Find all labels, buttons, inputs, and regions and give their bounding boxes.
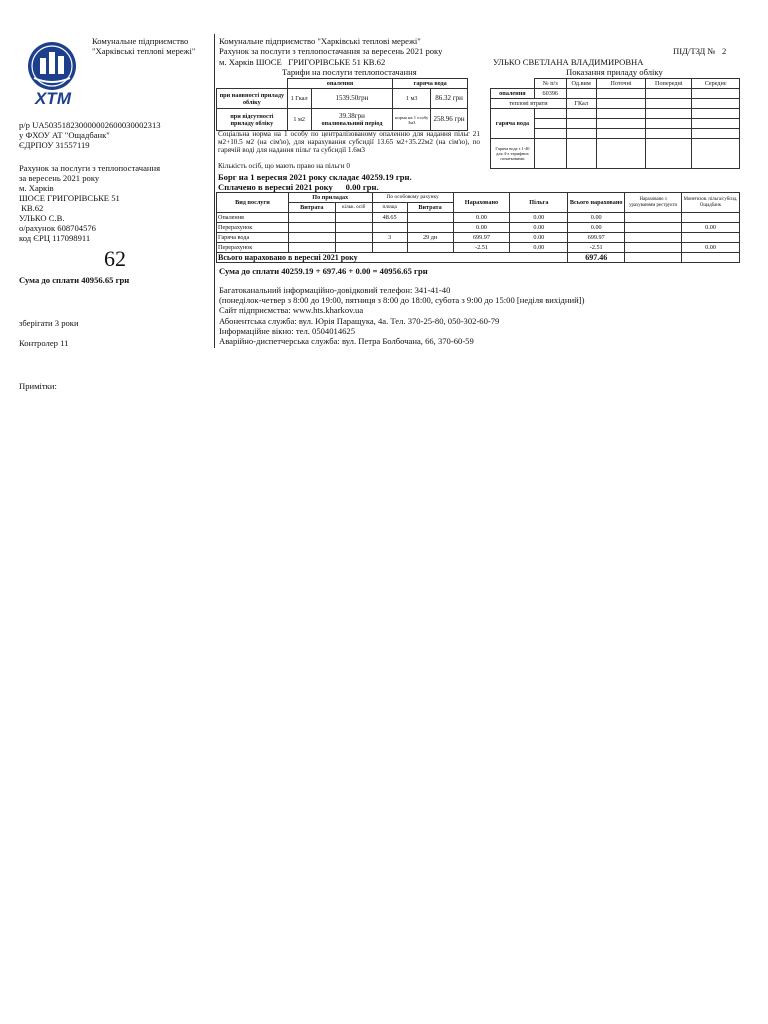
contact-emergency: Аварійно-диспетчерська служба: вул. Петра Болбочана, 66, 370-60-59 [219,336,474,347]
invoice-line: код ЄРЦ 117098911 [19,233,91,243]
row-total: -2.51 [568,243,625,253]
meter-h-no: № п/з [534,79,566,89]
meter-h-current: Поточні [596,79,646,89]
ch-h-charged: Нараховано [453,193,510,213]
row-monetized [682,233,740,243]
meter-title: Показання приладу обліку [566,67,663,77]
benefit-persons: Кількість осіб, що мають право на пільги 0 [218,162,350,170]
row-monetized: 0.00 [682,243,740,253]
controller: Контролер 11 [19,338,69,348]
meter-heat-unit: ГКал [566,99,596,109]
invoice-line: м. Харків [19,183,54,193]
tariff-row1-label: при наявності приладу обліку [217,89,288,109]
sum-line: Сума до сплати 40259.19 + 697.46 + 0.00 = 40956.65 грн [219,266,428,276]
vertical-divider [214,34,215,348]
row-monetized [682,213,740,223]
meter-row-heat: опалення [491,89,535,99]
table-row [217,243,740,253]
row-benefit: 0.00 [510,233,568,243]
invoice-line: УЛЬКО С.В. [19,213,65,223]
contact-subscriber-service: Абонентська служба: вул. Юрія Паращука, 4а. Тел. 370-25-80, 050-302-60-79 [219,315,500,326]
contact-website: Сайт підприємства: www.hts.kharkov.ua [219,305,364,316]
table-row [217,213,740,223]
total-value: 697.46 [568,253,625,263]
header-address: м. Харків ШОСЕ ГРИГОРІВСЬКЕ 51 КВ.62 [219,57,386,67]
meter-row-hot: гаряча вода [491,109,535,139]
row-benefit: 0.00 [510,243,568,253]
account-line: у ФХОУ АТ "Ощадбанк" [19,130,110,140]
contact-hours: (понеділок-четвер з 8:00 до 19:00, пятниця з 8:00 до 18:00, субота з 9:00 до 15:00 [неділя вихідний]) [219,295,585,306]
tariff-row2-unit: 1 м2 [287,109,311,131]
left-org-line2: "Харківські теплові мережі" [92,46,196,56]
table-row [217,223,740,233]
row-consumption [407,223,453,233]
tariff-row2-label: при відсутності приладу обліку [217,109,288,131]
tariffs-title: Тарифи на послуги теплопостачання [282,67,417,77]
header-pid: ПІД/ТЗД № 2 [673,46,727,56]
row-service: Опалення [217,213,289,223]
total-label: Всього нараховано в вересні 2021 року [217,253,568,263]
row-charged: 0.00 [453,223,510,233]
row-consumption [407,243,453,253]
ch-h-consumption: Витрата [288,203,335,213]
tariff-row1-unit: 1 Гкал [287,89,311,109]
left-sum-to-pay: Сума до сплати 40956.65 грн [19,275,130,285]
paid-line: Сплачено в вересні 2021 року 0.00 грн. [218,182,379,192]
row-charged: 0.00 [453,213,510,223]
header-invoice: Рахунок за послуги з теплопостачання за вересень 2021 року [219,46,443,56]
row-benefit: 0.00 [510,223,568,233]
invoice-line: ШОСЕ ГРИГОРІВСЬКЕ 51 [19,193,120,203]
meter-h-average: Середнє [692,79,740,89]
tariff-row1-hot-unit: 1 м3 [393,89,431,109]
left-org-line1: Комунальне підприємство [92,36,189,46]
row-service: Перерахунок [217,243,289,253]
meter-table [490,78,740,169]
account-line: р/р UA503518230000002600030002313 [19,120,161,130]
ch-h-area: площа [372,203,407,213]
tariff-col-hot: гаряча вода [393,79,468,89]
logo [26,40,78,110]
header-org: Комунальне підприємство "Харківські теплові мережі" [219,36,421,46]
row-area [372,243,407,253]
row-service: Гаряча вода [217,233,289,243]
tariff-col-heating: опалення [287,79,393,89]
ch-h-benefit: Пільга [510,193,568,213]
row-charged: -2.51 [453,243,510,253]
row-total: 699.97 [568,233,625,243]
meter-h-previous: Попередні [646,79,692,89]
debt-line: Борг на 1 вересня 2021 року складає 40259.19 грн. [218,172,412,182]
tariff-row1-hot-price: 86.32 грн [431,89,468,109]
invoice-line: КВ.62 [19,203,44,213]
contacts-block [219,285,584,346]
left-account-block [19,120,161,150]
ch-h-service: Вид послуги [217,193,289,213]
ch-h-persons: кільк. осіб [335,203,372,213]
contact-phone: Багатоканальний інформаційно-довідковий телефон: 341-41-40 [219,285,451,295]
row-area [372,223,407,233]
meter-h-unit: Од.вим [566,79,596,89]
invoice-line: Рахунок за послуги з теплопостачання [19,163,161,173]
account-line: ЄДРПОУ 31557119 [19,140,90,150]
header-name: УЛЬКО СВЕТЛАНА ВЛАДИМИРОВНА [493,57,644,67]
row-charged: 699.97 [453,233,510,243]
row-total: 0.00 [568,223,625,233]
notes-label: Примітки: [19,381,57,391]
tariff-row2-hot-price: 258.96 грн [431,109,468,131]
row-total: 0.00 [568,213,625,223]
meter-heat-no: 60396 [534,89,566,99]
ch-h-by-meter: По приладах [288,193,372,203]
tariff-row2-heat: 39.38грн [339,111,365,120]
keep-period: зберігати 3 роки [19,318,79,328]
ch-h-monetized: Монетизов. пільга/субсид. Ощадбанк [682,193,740,213]
logo-text: ХТМ [34,89,72,108]
row-area: 3 [372,233,407,243]
meter-hot-note: Гаряча вода з 1-40 для 4-х тарифних початковими [491,139,535,169]
row-service: Перерахунок [217,223,289,233]
row-monetized: 0.00 [682,223,740,233]
invoice-line: за вересень 2021 року [19,173,100,183]
table-row [217,233,740,243]
ch-h-total: Всього нараховано [568,193,625,213]
charges-table [216,192,740,263]
invoice-line: о/рахунок 608704576 [19,223,96,233]
tariff-row1-heat: 1539.50грн [311,89,393,109]
tariff-row2-hot-unit: норма на 1 особу 3м3 [393,109,431,131]
apartment-number: 62 [104,246,126,271]
row-area: 48.65 [372,213,407,223]
ch-h-by-account: По особовому рахунку [372,193,453,203]
left-invoice-block [19,163,160,243]
social-norm-text: Соціальна норма на 1 особу по централізованому опаленню для надання пільг 21 м2+10.5 м2 (на сім'ю), для нарахування субсидії 13.65 м2+35.22м2 (на сім'ю), по гарячій воді для надання пільг та субсидії 1.6м3 [218,130,480,155]
tariff-table [216,78,468,131]
meter-heat-loss: теплові втрати [491,99,567,109]
row-consumption: 29 дн [407,233,453,243]
row-consumption [407,213,453,223]
tariff-row2-heat-cell [311,109,393,131]
ch-h-restructure: Нараховано з урахуванням реструкти [625,193,682,213]
contact-info-window: Інформаційне вікно: тел. 0504014625 [219,325,356,336]
ch-h-consumption2: Витрата [407,203,453,213]
row-benefit: 0.00 [510,213,568,223]
tariff-row2-period: опалювальний період [321,119,383,127]
